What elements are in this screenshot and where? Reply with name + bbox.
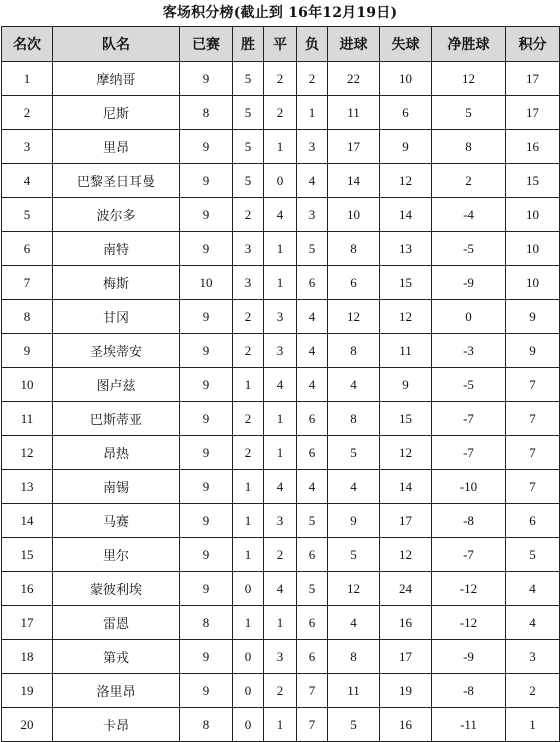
goals-against-cell: 24: [380, 572, 432, 606]
wins-cell: 2: [233, 334, 264, 368]
team-cell: 蒙彼利埃: [53, 572, 180, 606]
goals-against-cell: 14: [380, 470, 432, 504]
rank-cell: 2: [2, 96, 53, 130]
table-row: [2, 674, 560, 708]
draws-cell: 4: [264, 572, 297, 606]
goal-difference-cell: -5: [432, 232, 506, 266]
losses-cell: 6: [297, 606, 328, 640]
losses-cell: 6: [297, 640, 328, 674]
goals-for-cell: 8: [328, 232, 380, 266]
goals-against-cell: 13: [380, 232, 432, 266]
draws-cell: 1: [264, 266, 297, 300]
table-row: [2, 334, 560, 368]
losses-cell: 1: [297, 96, 328, 130]
rank-cell: 11: [2, 402, 53, 436]
goals-for-cell: 4: [328, 368, 380, 402]
points-cell: 17: [506, 62, 560, 96]
goal-difference-cell: -8: [432, 504, 506, 538]
points-cell: 17: [506, 96, 560, 130]
team-cell: 昂热: [53, 436, 180, 470]
played-cell: 8: [180, 708, 233, 742]
points-cell: 16: [506, 130, 560, 164]
table-row: [2, 436, 560, 470]
goal-difference-cell: 2: [432, 164, 506, 198]
losses-cell: 6: [297, 538, 328, 572]
goal-difference-cell: -10: [432, 470, 506, 504]
played-cell: 8: [180, 96, 233, 130]
goals-against-cell: 12: [380, 300, 432, 334]
wins-cell: 1: [233, 504, 264, 538]
team-cell: 巴斯蒂亚: [53, 402, 180, 436]
header-wins: 胜: [233, 27, 264, 62]
played-cell: 9: [180, 572, 233, 606]
rank-cell: 16: [2, 572, 53, 606]
goals-against-cell: 17: [380, 504, 432, 538]
played-cell: 9: [180, 198, 233, 232]
rank-cell: 20: [2, 708, 53, 742]
goal-difference-cell: 12: [432, 62, 506, 96]
played-cell: 9: [180, 164, 233, 198]
draws-cell: 4: [264, 198, 297, 232]
draws-cell: 1: [264, 606, 297, 640]
losses-cell: 4: [297, 300, 328, 334]
played-cell: 9: [180, 436, 233, 470]
wins-cell: 0: [233, 572, 264, 606]
rank-cell: 5: [2, 198, 53, 232]
losses-cell: 3: [297, 198, 328, 232]
points-cell: 6: [506, 504, 560, 538]
goal-difference-cell: -12: [432, 606, 506, 640]
goals-for-cell: 8: [328, 334, 380, 368]
goals-against-cell: 11: [380, 334, 432, 368]
team-cell: 波尔多: [53, 198, 180, 232]
played-cell: 9: [180, 62, 233, 96]
losses-cell: 4: [297, 470, 328, 504]
draws-cell: 4: [264, 368, 297, 402]
header-draws: 平: [264, 27, 297, 62]
team-cell: 雷恩: [53, 606, 180, 640]
goals-against-cell: 15: [380, 402, 432, 436]
header-row: [2, 27, 560, 62]
header-rank: 名次: [2, 27, 53, 62]
wins-cell: 5: [233, 164, 264, 198]
table-row: [2, 504, 560, 538]
wins-cell: 2: [233, 198, 264, 232]
team-cell: 甘冈: [53, 300, 180, 334]
played-cell: 8: [180, 606, 233, 640]
goals-against-cell: 10: [380, 62, 432, 96]
table-row: [2, 708, 560, 742]
team-cell: 洛里昂: [53, 674, 180, 708]
table-row: [2, 368, 560, 402]
wins-cell: 1: [233, 606, 264, 640]
losses-cell: 5: [297, 232, 328, 266]
team-cell: 图卢兹: [53, 368, 180, 402]
points-cell: 10: [506, 198, 560, 232]
goals-for-cell: 5: [328, 708, 380, 742]
played-cell: 9: [180, 504, 233, 538]
losses-cell: 4: [297, 164, 328, 198]
team-cell: 马赛: [53, 504, 180, 538]
rank-cell: 6: [2, 232, 53, 266]
rank-cell: 18: [2, 640, 53, 674]
goals-against-cell: 12: [380, 436, 432, 470]
wins-cell: 2: [233, 300, 264, 334]
draws-cell: 3: [264, 640, 297, 674]
wins-cell: 0: [233, 674, 264, 708]
wins-cell: 3: [233, 266, 264, 300]
points-cell: 5: [506, 538, 560, 572]
draws-cell: 3: [264, 300, 297, 334]
goals-for-cell: 9: [328, 504, 380, 538]
goals-for-cell: 12: [328, 300, 380, 334]
played-cell: 9: [180, 470, 233, 504]
header-team: 队名: [53, 27, 180, 62]
points-cell: 7: [506, 368, 560, 402]
goal-difference-cell: 0: [432, 300, 506, 334]
team-cell: 摩纳哥: [53, 62, 180, 96]
table-row: [2, 640, 560, 674]
rank-cell: 10: [2, 368, 53, 402]
goals-against-cell: 9: [380, 368, 432, 402]
played-cell: 9: [180, 368, 233, 402]
losses-cell: 6: [297, 436, 328, 470]
rank-cell: 1: [2, 62, 53, 96]
header-goals-against: 失球: [380, 27, 432, 62]
goals-against-cell: 14: [380, 198, 432, 232]
goals-for-cell: 17: [328, 130, 380, 164]
header-played: 已赛: [180, 27, 233, 62]
losses-cell: 5: [297, 504, 328, 538]
played-cell: 9: [180, 640, 233, 674]
table-row: [2, 266, 560, 300]
rank-cell: 15: [2, 538, 53, 572]
goal-difference-cell: -12: [432, 572, 506, 606]
standings-table: [1, 26, 560, 742]
goal-difference-cell: -8: [432, 674, 506, 708]
draws-cell: 1: [264, 708, 297, 742]
goal-difference-cell: -11: [432, 708, 506, 742]
goals-against-cell: 9: [380, 130, 432, 164]
draws-cell: 2: [264, 538, 297, 572]
goals-against-cell: 12: [380, 164, 432, 198]
losses-cell: 7: [297, 674, 328, 708]
played-cell: 9: [180, 334, 233, 368]
draws-cell: 3: [264, 504, 297, 538]
rank-cell: 3: [2, 130, 53, 164]
team-cell: 尼斯: [53, 96, 180, 130]
table-row: [2, 470, 560, 504]
points-cell: 1: [506, 708, 560, 742]
rank-cell: 9: [2, 334, 53, 368]
points-cell: 4: [506, 572, 560, 606]
team-cell: 第戎: [53, 640, 180, 674]
losses-cell: 5: [297, 572, 328, 606]
wins-cell: 2: [233, 436, 264, 470]
wins-cell: 0: [233, 640, 264, 674]
table-row: [2, 402, 560, 436]
table-row: [2, 538, 560, 572]
rank-cell: 14: [2, 504, 53, 538]
goals-for-cell: 8: [328, 402, 380, 436]
team-cell: 梅斯: [53, 266, 180, 300]
team-cell: 圣埃蒂安: [53, 334, 180, 368]
goals-for-cell: 14: [328, 164, 380, 198]
table-row: [2, 62, 560, 96]
goal-difference-cell: -3: [432, 334, 506, 368]
team-cell: 南锡: [53, 470, 180, 504]
losses-cell: 7: [297, 708, 328, 742]
goals-against-cell: 15: [380, 266, 432, 300]
draws-cell: 0: [264, 164, 297, 198]
draws-cell: 2: [264, 674, 297, 708]
goals-for-cell: 8: [328, 640, 380, 674]
goals-against-cell: 6: [380, 96, 432, 130]
points-cell: 10: [506, 232, 560, 266]
goal-difference-cell: -7: [432, 402, 506, 436]
table-row: [2, 300, 560, 334]
rank-cell: 4: [2, 164, 53, 198]
wins-cell: 5: [233, 96, 264, 130]
wins-cell: 5: [233, 62, 264, 96]
wins-cell: 1: [233, 470, 264, 504]
draws-cell: 3: [264, 334, 297, 368]
draws-cell: 2: [264, 62, 297, 96]
draws-cell: 1: [264, 130, 297, 164]
goal-difference-cell: -4: [432, 198, 506, 232]
wins-cell: 3: [233, 232, 264, 266]
points-cell: 2: [506, 674, 560, 708]
page-title: 客场积分榜(截止到 16年12月19日): [162, 5, 398, 21]
played-cell: 9: [180, 402, 233, 436]
team-cell: 卡昂: [53, 708, 180, 742]
played-cell: 9: [180, 130, 233, 164]
goals-for-cell: 5: [328, 436, 380, 470]
points-cell: 4: [506, 606, 560, 640]
goals-for-cell: 10: [328, 198, 380, 232]
played-cell: 9: [180, 674, 233, 708]
wins-cell: 1: [233, 368, 264, 402]
goal-difference-cell: -7: [432, 538, 506, 572]
header-points: 积分: [506, 27, 560, 62]
goals-for-cell: 5: [328, 538, 380, 572]
draws-cell: 2: [264, 96, 297, 130]
played-cell: 10: [180, 266, 233, 300]
table-row: [2, 130, 560, 164]
team-cell: 里昂: [53, 130, 180, 164]
goals-for-cell: 6: [328, 266, 380, 300]
draws-cell: 4: [264, 470, 297, 504]
losses-cell: 3: [297, 130, 328, 164]
rank-cell: 7: [2, 266, 53, 300]
rank-cell: 19: [2, 674, 53, 708]
goals-against-cell: 16: [380, 606, 432, 640]
goal-difference-cell: -9: [432, 640, 506, 674]
goals-for-cell: 11: [328, 96, 380, 130]
table-row: [2, 198, 560, 232]
points-cell: 7: [506, 436, 560, 470]
goals-for-cell: 4: [328, 606, 380, 640]
goal-difference-cell: -5: [432, 368, 506, 402]
goals-against-cell: 19: [380, 674, 432, 708]
rank-cell: 12: [2, 436, 53, 470]
points-cell: 7: [506, 470, 560, 504]
wins-cell: 5: [233, 130, 264, 164]
points-cell: 9: [506, 334, 560, 368]
losses-cell: 2: [297, 62, 328, 96]
goals-for-cell: 11: [328, 674, 380, 708]
table-row: [2, 164, 560, 198]
goals-for-cell: 12: [328, 572, 380, 606]
wins-cell: 1: [233, 538, 264, 572]
table-row: [2, 96, 560, 130]
points-cell: 3: [506, 640, 560, 674]
goal-difference-cell: 5: [432, 96, 506, 130]
rank-cell: 13: [2, 470, 53, 504]
draws-cell: 1: [264, 232, 297, 266]
rank-cell: 17: [2, 606, 53, 640]
points-cell: 9: [506, 300, 560, 334]
points-cell: 15: [506, 164, 560, 198]
goal-difference-cell: -7: [432, 436, 506, 470]
table-row: [2, 572, 560, 606]
goals-for-cell: 22: [328, 62, 380, 96]
table-row: [2, 232, 560, 266]
header-goal-difference: 净胜球: [432, 27, 506, 62]
goal-difference-cell: 8: [432, 130, 506, 164]
header-losses: 负: [297, 27, 328, 62]
draws-cell: 1: [264, 436, 297, 470]
losses-cell: 4: [297, 368, 328, 402]
team-cell: 南特: [53, 232, 180, 266]
losses-cell: 6: [297, 402, 328, 436]
losses-cell: 4: [297, 334, 328, 368]
played-cell: 9: [180, 300, 233, 334]
points-cell: 10: [506, 266, 560, 300]
played-cell: 9: [180, 232, 233, 266]
draws-cell: 1: [264, 402, 297, 436]
losses-cell: 6: [297, 266, 328, 300]
points-cell: 7: [506, 402, 560, 436]
rank-cell: 8: [2, 300, 53, 334]
played-cell: 9: [180, 538, 233, 572]
team-cell: 里尔: [53, 538, 180, 572]
table-row: [2, 606, 560, 640]
wins-cell: 0: [233, 708, 264, 742]
table-body: [2, 62, 560, 742]
team-cell: 巴黎圣日耳曼: [53, 164, 180, 198]
goals-against-cell: 17: [380, 640, 432, 674]
goals-against-cell: 16: [380, 708, 432, 742]
goals-against-cell: 12: [380, 538, 432, 572]
goals-for-cell: 4: [328, 470, 380, 504]
header-goals-for: 进球: [328, 27, 380, 62]
goal-difference-cell: -9: [432, 266, 506, 300]
wins-cell: 2: [233, 402, 264, 436]
